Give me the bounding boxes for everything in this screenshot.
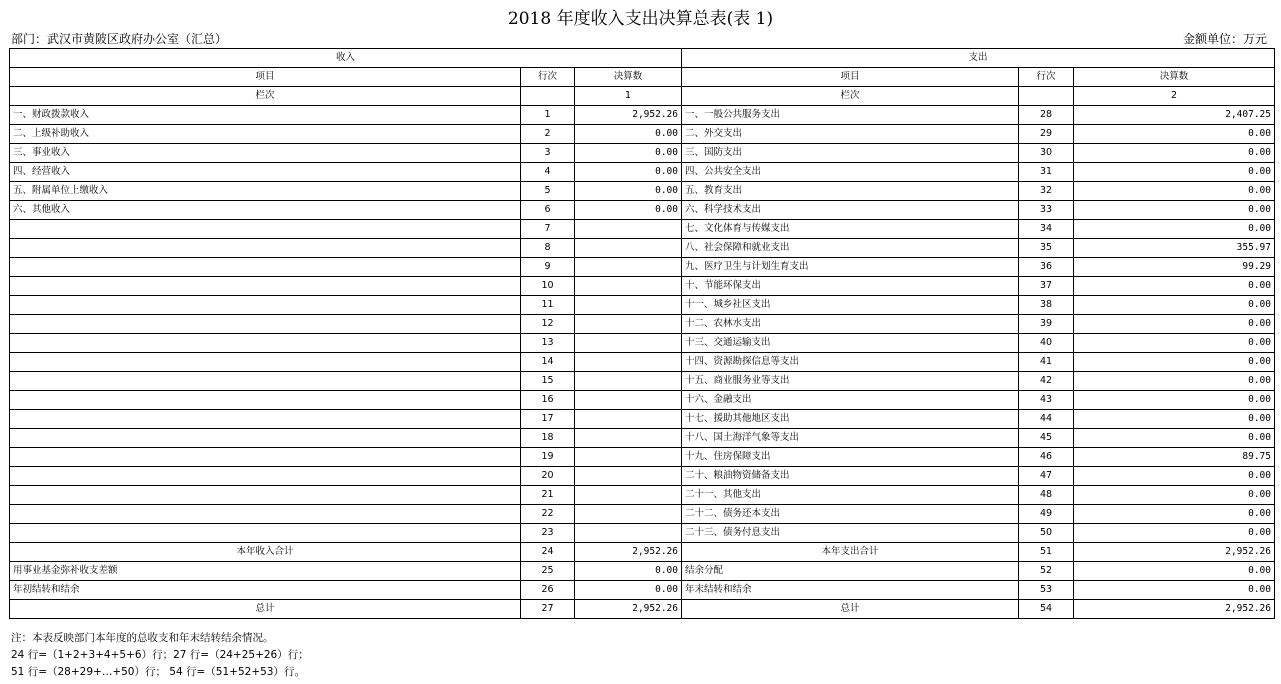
income-total-amount-cell: 2,952.26 — [575, 600, 682, 619]
header-row-columns — [10, 68, 1275, 87]
expense-total-amount-cell: 2,952.26 — [1074, 600, 1275, 619]
income-amount-cell — [575, 277, 682, 296]
income-amount-cell — [575, 372, 682, 391]
expense-line-cell: 44 — [1019, 410, 1074, 429]
income-line-cell: 2 — [521, 125, 575, 144]
expense-line-cell: 37 — [1019, 277, 1074, 296]
footnotes — [11, 630, 309, 681]
expense-line-cell: 45 — [1019, 429, 1074, 448]
income-amount-cell: 0.00 — [575, 144, 682, 163]
income-total-line-cell: 24 — [521, 543, 575, 562]
expense-amount-cell: 0.00 — [1074, 391, 1275, 410]
expense-item-header: 项目 — [682, 68, 1019, 87]
table-row — [10, 429, 1275, 448]
income-item-cell — [10, 467, 521, 486]
income-line-header: 行次 — [521, 68, 575, 87]
expense-total-item-cell: 年末结转和结余 — [682, 581, 1019, 600]
expense-line-cell: 42 — [1019, 372, 1074, 391]
income-amount-cell: 0.00 — [575, 201, 682, 220]
table-row — [10, 125, 1275, 144]
income-amount-cell — [575, 391, 682, 410]
expense-line-cell: 41 — [1019, 353, 1074, 372]
expense-total-item-cell: 结余分配 — [682, 562, 1019, 581]
income-total-item-cell: 本年收入合计 — [10, 543, 521, 562]
expense-item-cell: 四、公共安全支出 — [682, 163, 1019, 182]
income-line-cell: 6 — [521, 201, 575, 220]
table-row — [10, 524, 1275, 543]
expense-amount-cell: 2,407.25 — [1074, 106, 1275, 125]
footnote-line: 51 行=（28+29+…+50）行； 54 行=（51+52+53）行。 — [11, 666, 305, 678]
expense-item-cell: 十一、城乡社区支出 — [682, 296, 1019, 315]
expense-item-cell: 十二、农林水支出 — [682, 315, 1019, 334]
expense-item-cell: 五、教育支出 — [682, 182, 1019, 201]
table-row — [10, 486, 1275, 505]
table-row — [10, 315, 1275, 334]
expense-column-row-blank — [1019, 87, 1074, 106]
income-line-cell: 9 — [521, 258, 575, 277]
expense-total-item-cell: 总计 — [682, 600, 1019, 619]
expense-item-cell: 十、节能环保支出 — [682, 277, 1019, 296]
expense-column-index: 2 — [1074, 87, 1275, 106]
income-item-cell: 三、事业收入 — [10, 144, 521, 163]
expense-line-cell: 28 — [1019, 106, 1074, 125]
expense-line-cell: 35 — [1019, 239, 1074, 258]
income-item-cell — [10, 239, 521, 258]
income-total-amount-cell: 0.00 — [575, 562, 682, 581]
expense-amount-cell: 0.00 — [1074, 429, 1275, 448]
income-amount-cell — [575, 220, 682, 239]
income-total-amount-cell: 0.00 — [575, 581, 682, 600]
income-item-cell — [10, 524, 521, 543]
income-line-cell: 23 — [521, 524, 575, 543]
income-item-cell — [10, 505, 521, 524]
expense-amount-cell: 0.00 — [1074, 125, 1275, 144]
expense-item-cell: 三、国防支出 — [682, 144, 1019, 163]
income-amount-cell — [575, 258, 682, 277]
expense-amount-cell: 89.75 — [1074, 448, 1275, 467]
table-row — [10, 182, 1275, 201]
expense-line-cell: 33 — [1019, 201, 1074, 220]
table-row — [10, 448, 1275, 467]
income-amount-cell: 0.00 — [575, 125, 682, 144]
expense-item-cell: 十四、资源勘探信息等支出 — [682, 353, 1019, 372]
income-line-cell: 1 — [521, 106, 575, 125]
income-line-cell: 11 — [521, 296, 575, 315]
income-item-header: 项目 — [10, 68, 521, 87]
income-item-cell — [10, 372, 521, 391]
total-row — [10, 562, 1275, 581]
expense-amount-header: 决算数 — [1074, 68, 1275, 87]
income-item-cell: 二、上级补助收入 — [10, 125, 521, 144]
expense-total-line-cell: 52 — [1019, 562, 1074, 581]
expense-item-cell: 十六、金融支出 — [682, 391, 1019, 410]
expense-amount-cell: 0.00 — [1074, 505, 1275, 524]
report-title: 2018 年度收入支出决算总表(表 1) — [507, 9, 774, 29]
income-item-cell — [10, 220, 521, 239]
total-row — [10, 600, 1275, 619]
expense-item-cell: 一、一般公共服务支出 — [682, 106, 1019, 125]
expense-total-line-cell: 51 — [1019, 543, 1074, 562]
total-row — [10, 543, 1275, 562]
income-amount-cell: 2,952.26 — [575, 106, 682, 125]
income-total-line-cell: 26 — [521, 581, 575, 600]
department-label: 部门：武汉市黄陂区政府办公室（汇总） — [11, 32, 228, 46]
income-amount-cell — [575, 334, 682, 353]
income-amount-cell — [575, 429, 682, 448]
table-row — [10, 220, 1275, 239]
income-line-cell: 13 — [521, 334, 575, 353]
income-item-cell — [10, 353, 521, 372]
expense-item-cell: 二十一、其他支出 — [682, 486, 1019, 505]
income-item-cell: 四、经营收入 — [10, 163, 521, 182]
income-section-header: 收入 — [10, 49, 682, 68]
expense-line-cell: 48 — [1019, 486, 1074, 505]
table-row — [10, 353, 1275, 372]
income-line-cell: 21 — [521, 486, 575, 505]
expense-amount-cell: 0.00 — [1074, 372, 1275, 391]
expense-amount-cell: 0.00 — [1074, 315, 1275, 334]
income-amount-cell: 0.00 — [575, 163, 682, 182]
expense-item-cell: 十八、国土海洋气象等支出 — [682, 429, 1019, 448]
income-line-cell: 12 — [521, 315, 575, 334]
income-item-cell — [10, 315, 521, 334]
expense-line-cell: 30 — [1019, 144, 1074, 163]
expense-amount-cell: 0.00 — [1074, 486, 1275, 505]
expense-line-cell: 50 — [1019, 524, 1074, 543]
income-line-cell: 8 — [521, 239, 575, 258]
income-amount-cell — [575, 353, 682, 372]
expense-item-cell: 十九、住房保障支出 — [682, 448, 1019, 467]
income-total-line-cell: 27 — [521, 600, 575, 619]
income-item-cell — [10, 486, 521, 505]
expense-total-amount-cell: 0.00 — [1074, 562, 1275, 581]
income-total-line-cell: 25 — [521, 562, 575, 581]
expense-amount-cell: 0.00 — [1074, 410, 1275, 429]
expense-amount-cell: 355.97 — [1074, 239, 1275, 258]
expense-item-cell: 二十二、债务还本支出 — [682, 505, 1019, 524]
expense-line-cell: 32 — [1019, 182, 1074, 201]
expense-item-cell: 八、社会保障和就业支出 — [682, 239, 1019, 258]
table-row — [10, 163, 1275, 182]
expense-item-cell: 二、外交支出 — [682, 125, 1019, 144]
income-line-cell: 10 — [521, 277, 575, 296]
income-amount-cell — [575, 410, 682, 429]
expense-line-cell: 34 — [1019, 220, 1074, 239]
expense-line-header: 行次 — [1019, 68, 1074, 87]
income-line-cell: 19 — [521, 448, 575, 467]
footnote-line: 24 行=（1+2+3+4+5+6）行；27 行=（24+25+26）行； — [11, 649, 309, 661]
income-line-cell: 5 — [521, 182, 575, 201]
expense-item-cell: 十五、商业服务业等支出 — [682, 372, 1019, 391]
income-item-cell — [10, 277, 521, 296]
budget-table — [9, 48, 1275, 619]
income-item-cell — [10, 334, 521, 353]
total-row — [10, 581, 1275, 600]
income-item-cell — [10, 391, 521, 410]
income-column-row-blank — [521, 87, 575, 106]
income-item-cell: 五、附属单位上缴收入 — [10, 182, 521, 201]
income-item-cell — [10, 429, 521, 448]
expense-amount-cell: 0.00 — [1074, 144, 1275, 163]
expense-amount-cell: 0.00 — [1074, 524, 1275, 543]
income-amount-cell: 0.00 — [575, 182, 682, 201]
income-amount-cell — [575, 486, 682, 505]
expense-line-cell: 46 — [1019, 448, 1074, 467]
table-row — [10, 144, 1275, 163]
expense-total-line-cell: 53 — [1019, 581, 1074, 600]
income-amount-cell — [575, 448, 682, 467]
income-line-cell: 14 — [521, 353, 575, 372]
income-column-row-label: 栏次 — [10, 87, 521, 106]
income-line-cell: 18 — [521, 429, 575, 448]
income-item-cell — [10, 296, 521, 315]
header-row-sections — [10, 49, 1275, 68]
income-line-cell: 16 — [521, 391, 575, 410]
income-item-cell — [10, 448, 521, 467]
unit-label: 金额单位：万元 — [1182, 32, 1267, 46]
expense-total-amount-cell: 2,952.26 — [1074, 543, 1275, 562]
income-item-cell: 一、财政拨款收入 — [10, 106, 521, 125]
income-column-index: 1 — [575, 87, 682, 106]
expense-item-cell: 二十、粮油物资储备支出 — [682, 467, 1019, 486]
expense-total-item-cell: 本年支出合计 — [682, 543, 1019, 562]
table-row — [10, 277, 1275, 296]
expense-item-cell: 十三、交通运输支出 — [682, 334, 1019, 353]
expense-line-cell: 31 — [1019, 163, 1074, 182]
footnote-line: 注：本表反映部门本年度的总收支和年末结转结余情况。 — [11, 632, 274, 644]
table-row — [10, 239, 1275, 258]
expense-amount-cell: 0.00 — [1074, 277, 1275, 296]
expense-amount-cell: 0.00 — [1074, 353, 1275, 372]
income-item-cell — [10, 410, 521, 429]
table-row — [10, 258, 1275, 277]
expense-line-cell: 40 — [1019, 334, 1074, 353]
expense-line-cell: 47 — [1019, 467, 1074, 486]
expense-item-cell: 六、科学技术支出 — [682, 201, 1019, 220]
expense-section-header: 支出 — [682, 49, 1275, 68]
expense-line-cell: 43 — [1019, 391, 1074, 410]
expense-column-row-label: 栏次 — [682, 87, 1019, 106]
expense-item-cell: 七、文化体育与传媒支出 — [682, 220, 1019, 239]
income-total-item-cell: 用事业基金弥补收支差额 — [10, 562, 521, 581]
expense-item-cell: 二十三、债务付息支出 — [682, 524, 1019, 543]
income-line-cell: 15 — [521, 372, 575, 391]
income-line-cell: 3 — [521, 144, 575, 163]
expense-total-line-cell: 54 — [1019, 600, 1074, 619]
income-amount-cell — [575, 505, 682, 524]
income-line-cell: 7 — [521, 220, 575, 239]
expense-amount-cell: 99.29 — [1074, 258, 1275, 277]
table-row — [10, 391, 1275, 410]
expense-amount-cell: 0.00 — [1074, 334, 1275, 353]
expense-line-cell: 39 — [1019, 315, 1074, 334]
table-row — [10, 106, 1275, 125]
income-amount-cell — [575, 296, 682, 315]
income-amount-cell — [575, 524, 682, 543]
income-amount-cell — [575, 467, 682, 486]
expense-line-cell: 49 — [1019, 505, 1074, 524]
expense-item-cell: 九、医疗卫生与计划生育支出 — [682, 258, 1019, 277]
income-total-item-cell: 总计 — [10, 600, 521, 619]
income-amount-cell — [575, 239, 682, 258]
table-row — [10, 410, 1275, 429]
income-line-cell: 4 — [521, 163, 575, 182]
income-amount-header: 决算数 — [575, 68, 682, 87]
expense-amount-cell: 0.00 — [1074, 182, 1275, 201]
expense-line-cell: 29 — [1019, 125, 1074, 144]
income-total-amount-cell: 2,952.26 — [575, 543, 682, 562]
income-item-cell — [10, 258, 521, 277]
expense-line-cell: 36 — [1019, 258, 1074, 277]
expense-amount-cell: 0.00 — [1074, 220, 1275, 239]
expense-amount-cell: 0.00 — [1074, 296, 1275, 315]
table-row — [10, 372, 1275, 391]
expense-amount-cell: 0.00 — [1074, 201, 1275, 220]
table-row — [10, 201, 1275, 220]
expense-amount-cell: 0.00 — [1074, 163, 1275, 182]
income-line-cell: 22 — [521, 505, 575, 524]
income-line-cell: 17 — [521, 410, 575, 429]
income-total-item-cell: 年初结转和结余 — [10, 581, 521, 600]
table-row — [10, 334, 1275, 353]
table-row — [10, 296, 1275, 315]
income-amount-cell — [575, 315, 682, 334]
income-item-cell: 六、其他收入 — [10, 201, 521, 220]
table-row — [10, 467, 1275, 486]
table-row — [10, 505, 1275, 524]
income-line-cell: 20 — [521, 467, 575, 486]
expense-line-cell: 38 — [1019, 296, 1074, 315]
expense-total-amount-cell: 0.00 — [1074, 581, 1275, 600]
expense-amount-cell: 0.00 — [1074, 467, 1275, 486]
expense-item-cell: 十七、援助其他地区支出 — [682, 410, 1019, 429]
header-row-column-index — [10, 87, 1275, 106]
